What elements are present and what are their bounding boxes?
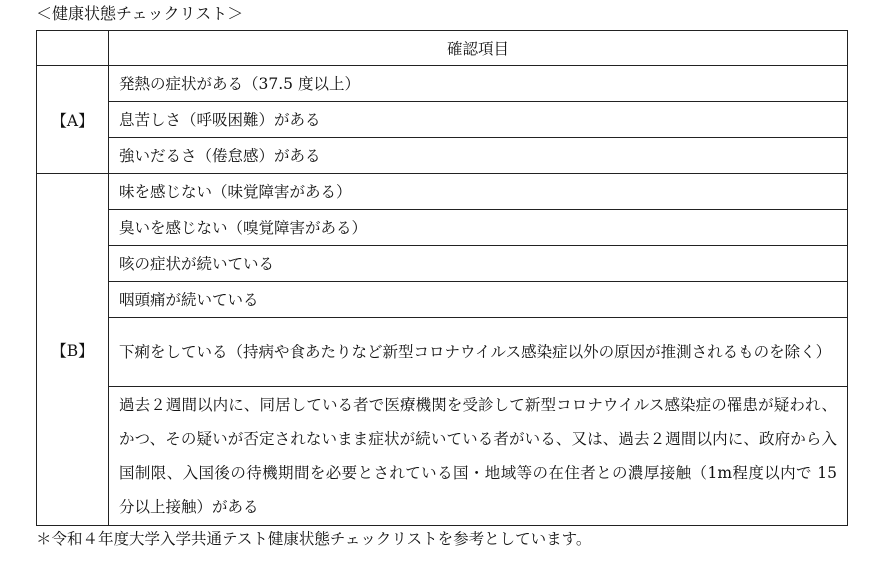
header-check-items: 確認項目 [109, 31, 848, 66]
table-row [37, 66, 848, 102]
check-item-cough: 咳の症状が続いている [109, 246, 848, 282]
group-a-label: 【A】 [37, 66, 109, 174]
table-row [37, 282, 848, 318]
check-item-taste: 味を感じない（味覚障害がある） [109, 174, 848, 210]
header-blank-cell [37, 31, 109, 66]
table-row [37, 387, 848, 526]
check-item-fever: 発熱の症状がある（37.5 度以上） [109, 66, 848, 102]
table-row [37, 138, 848, 174]
health-checklist-table [36, 30, 848, 526]
checklist-title: ＜健康状態チェックリスト＞ [36, 4, 244, 23]
table-row [37, 318, 848, 387]
check-item-close-contact: 過去２週間以内に、同居している者で医療機関を受診して新型コロナウイルス感染症の罹患が疑われ、かつ、その疑いが否定されないまま症状が続いている者がいる、又は、過去２週間以内に、政府から入国制限、入国後の待機期間を必要とされている国・地域等の在住者との濃厚接触（1m程度以内で 15 分以上接触）がある [109, 387, 848, 526]
table-row [37, 174, 848, 210]
table-row [37, 210, 848, 246]
table-header-row [37, 31, 848, 66]
table-row [37, 102, 848, 138]
check-item-sore-throat: 咽頭痛が続いている [109, 282, 848, 318]
check-item-breathing: 息苦しさ（呼吸困難）がある [109, 102, 848, 138]
check-item-smell: 臭いを感じない（嗅覚障害がある） [109, 210, 848, 246]
group-b-label: 【B】 [37, 174, 109, 526]
footnote: ＊令和４年度大学入学共通テスト健康状態チェックリストを参考としています。 [36, 530, 592, 548]
table-row [37, 246, 848, 282]
check-item-diarrhea: 下痢をしている（持病や食あたりなど新型コロナウイルス感染症以外の原因が推測されるものを除く） [109, 318, 848, 387]
check-item-fatigue: 強いだるさ（倦怠感）がある [109, 138, 848, 174]
